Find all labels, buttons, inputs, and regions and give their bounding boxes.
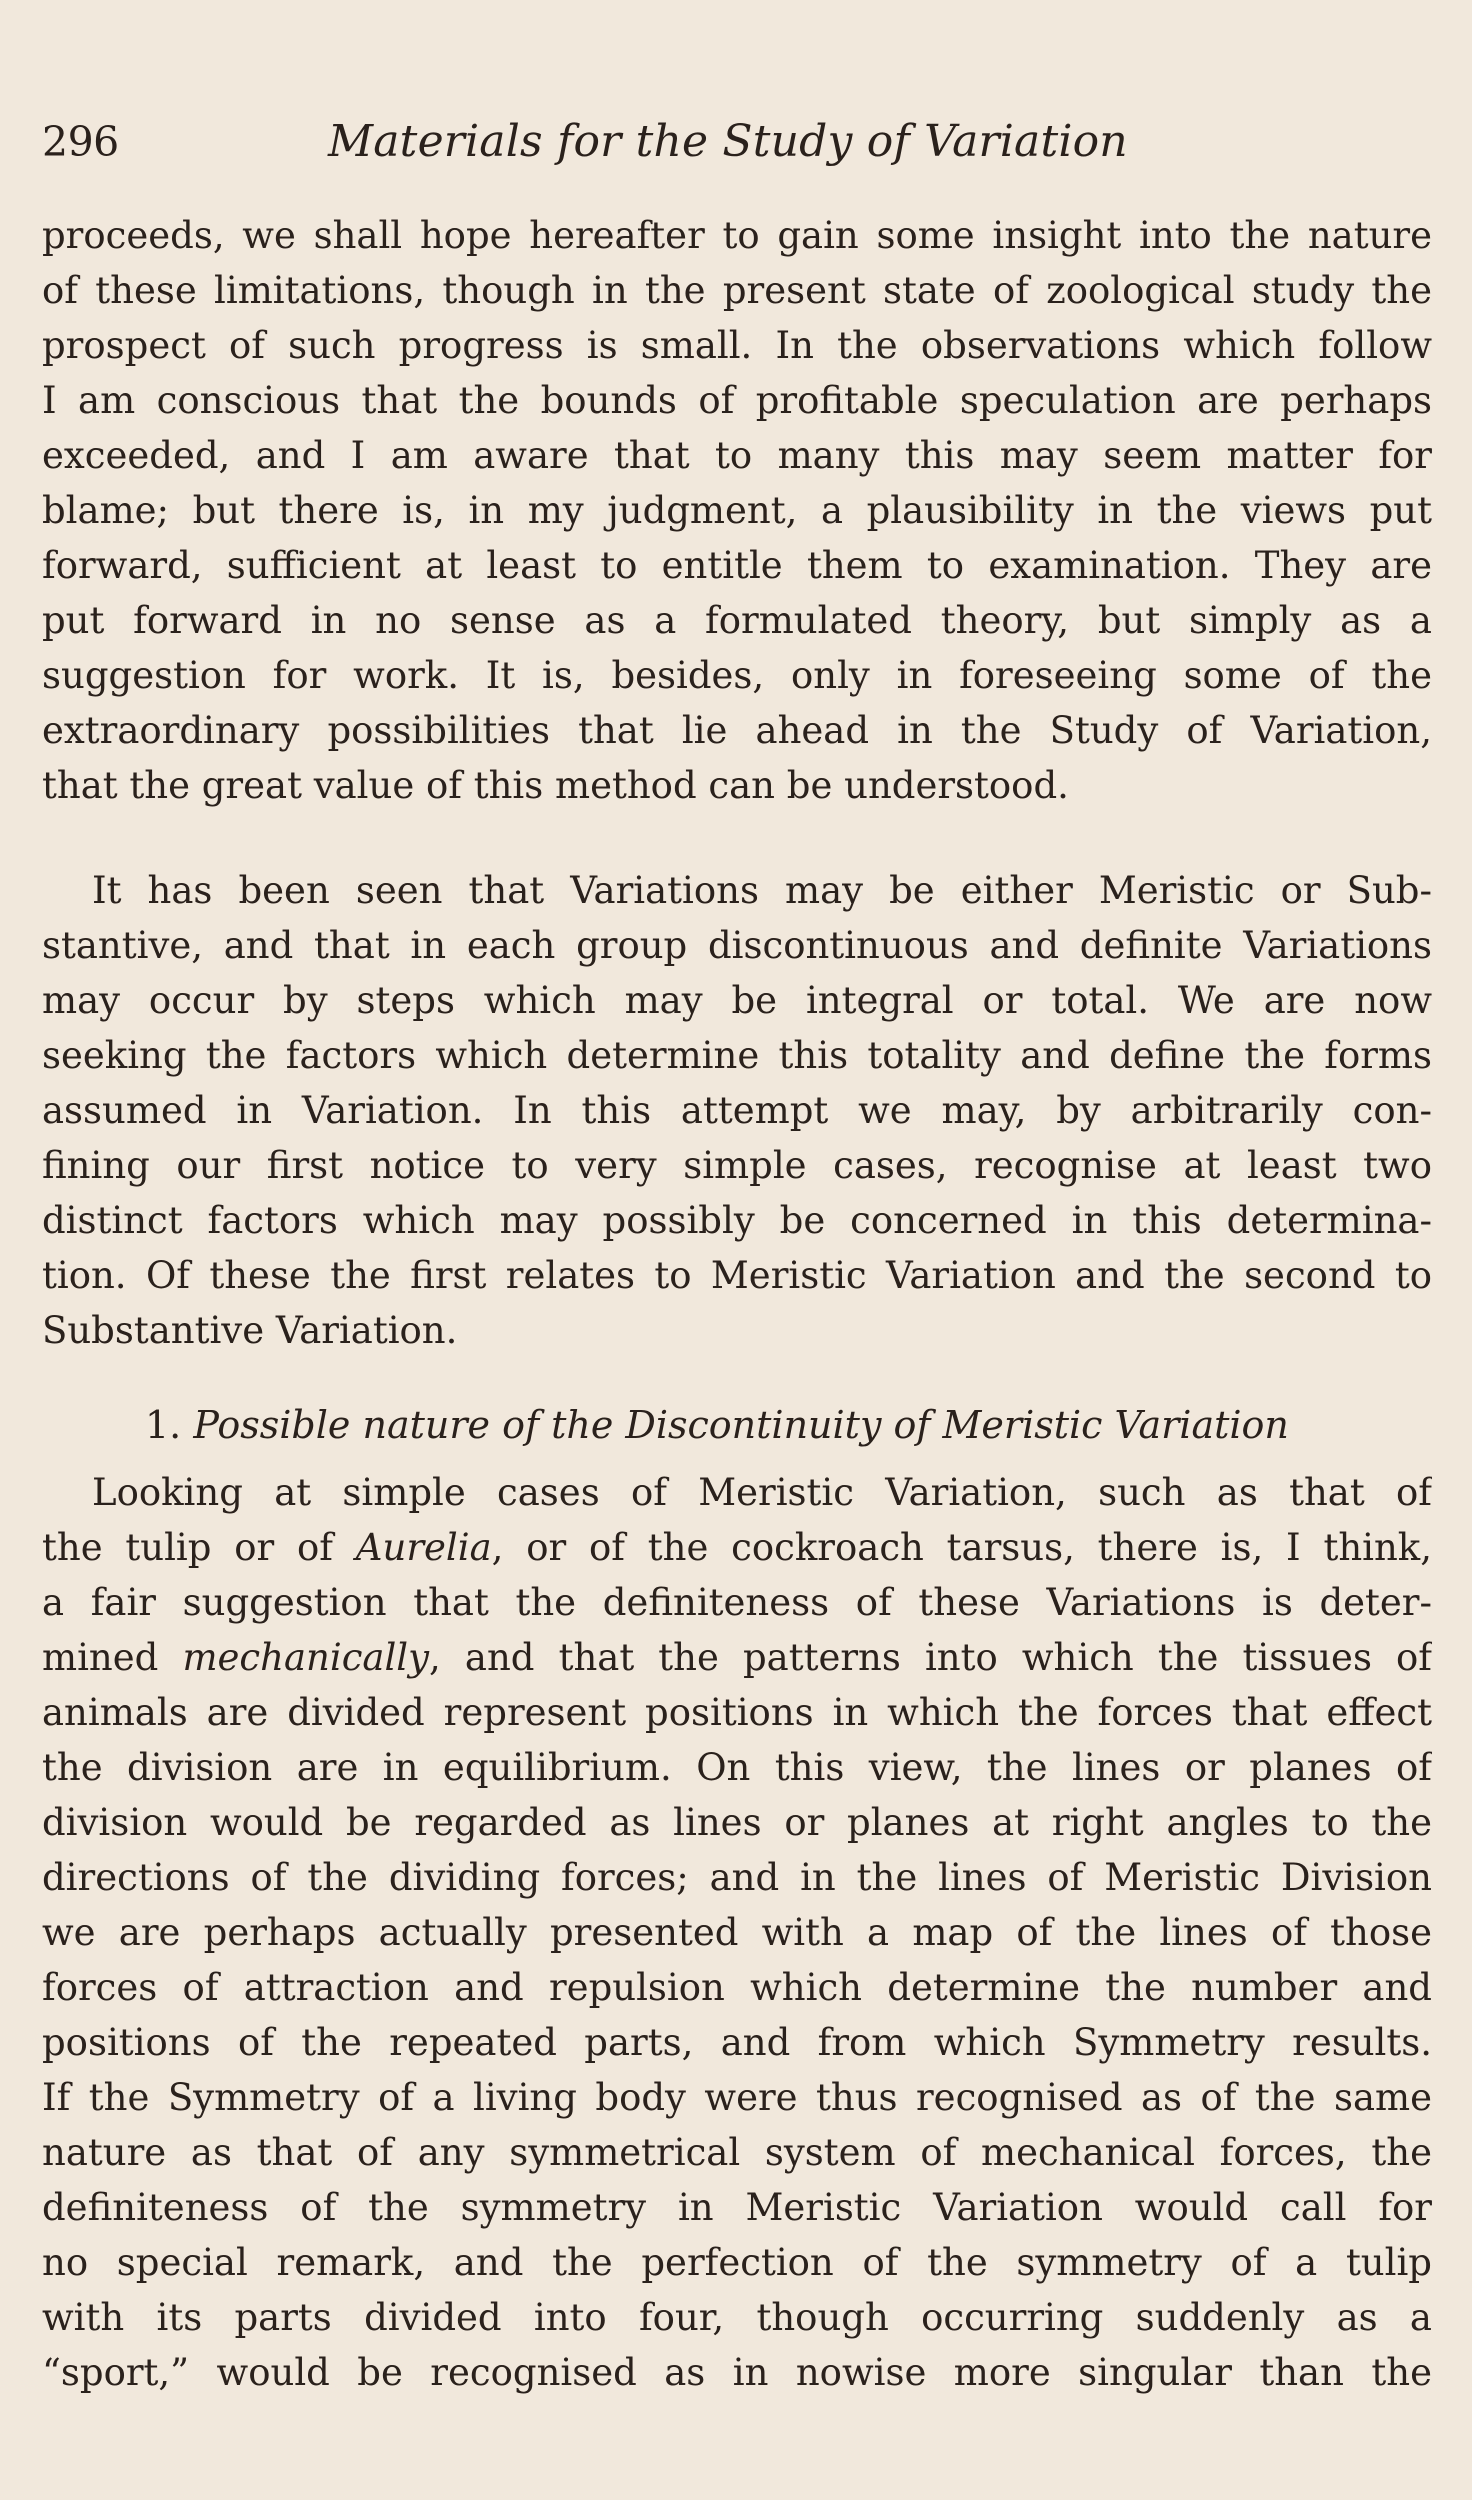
running-title: Materials for the Study of Variation [328, 116, 1128, 167]
text-line: stantive, and that in each group discontinuous and definite Variations [42, 924, 1432, 967]
italic-term: mechanically [182, 1636, 430, 1679]
text-line: put forward in no sense as a formulated theory, but simply as a [42, 599, 1432, 642]
text-line: of these limitations, though in the present state of zoological study the [42, 269, 1432, 312]
text-line: we are perhaps actually presented with a map of the lines of those [42, 1911, 1432, 1954]
text-line: forces of attraction and repulsion which determine the number and [42, 1966, 1432, 2009]
section-number: 1. [145, 1403, 182, 1447]
text-line: seeking the factors which determine this totality and define the forms [42, 1034, 1432, 1077]
text-line: assumed in Variation. In this attempt we may, by arbitrarily con- [42, 1089, 1432, 1132]
page-header [42, 112, 1432, 172]
text-line: tion. Of these the first relates to Meristic Variation and the second to [42, 1254, 1432, 1297]
text-line: prospect of such progress is small. In the observations which follow [42, 324, 1432, 367]
text-fragment: mined [42, 1636, 183, 1679]
text-line: suggestion for work. It is, besides, only in foreseeing some of the [42, 654, 1432, 697]
text-line: no special remark, and the perfection of the symmetry of a tulip [42, 2241, 1432, 2284]
text-line [42, 1630, 1432, 1685]
text-line: the division are in equilibrium. On this view, the lines or planes of [42, 1746, 1432, 1789]
text-line: animals are divided represent positions in which the forces that effect [42, 1691, 1432, 1734]
text-line: a fair suggestion that the definiteness of these Variations is deter- [42, 1581, 1432, 1624]
italic-term: Aurelia [355, 1526, 492, 1569]
text-line: exceeded, and I am aware that to many this may seem matter for [42, 434, 1432, 477]
paragraph-1 [42, 208, 1432, 813]
text-line: that the great value of this method can be understood. [42, 764, 1069, 807]
text-line: division would be regarded as lines or planes at right angles to the [42, 1801, 1432, 1844]
text-line: distinct factors which may possibly be concerned in this determina- [42, 1199, 1432, 1242]
text-line: Substantive Variation. [42, 1309, 458, 1352]
text-line: I am conscious that the bounds of profitable speculation are perhaps [42, 379, 1432, 422]
paragraph-2 [42, 863, 1432, 1358]
page-number: 296 [42, 118, 119, 166]
paragraph-3 [42, 1465, 1432, 2400]
section-heading [145, 1398, 1395, 1453]
text-line: extraordinary possibilities that lie ahead in the Study of Variation, [42, 709, 1432, 752]
text-line: directions of the dividing forces; and in the lines of Meristic Division [42, 1856, 1432, 1899]
section-title: Possible nature of the Discontinuity of Meristic Variation [193, 1403, 1289, 1447]
text-line: positions of the repeated parts, and from which Symmetry results. [42, 2021, 1432, 2064]
text-line: nature as that of any symmetrical system of mechanical forces, the [42, 2131, 1432, 2174]
text-line: “sport,” would be recognised as in nowise more singular than the [42, 2351, 1432, 2394]
text-line: definiteness of the symmetry in Meristic Variation would call for [42, 2186, 1432, 2229]
text-fragment: , or of the cockroach tarsus, there is, I think, [491, 1526, 1432, 1569]
text-line: proceeds, we shall hope hereafter to gain some insight into the nature [42, 214, 1432, 257]
text-line [42, 1520, 1432, 1575]
text-line: may occur by steps which may be integral or total. We are now [42, 979, 1432, 1022]
text-line: Looking at simple cases of Meristic Variation, such as that of [92, 1471, 1432, 1514]
text-line: blame; but there is, in my judgment, a plausibility in the views put [42, 489, 1432, 532]
text-line: It has been seen that Variations may be either Meristic or Sub- [92, 869, 1432, 912]
text-line: fining our first notice to very simple cases, recognise at least two [42, 1144, 1432, 1187]
text-fragment: the tulip or of [42, 1526, 356, 1569]
text-line: forward, sufficient at least to entitle them to examination. They are [42, 544, 1432, 587]
text-line: If the Symmetry of a living body were thus recognised as of the same [42, 2076, 1432, 2119]
text-fragment: , and that the patterns into which the tissues of [429, 1636, 1432, 1679]
text-line: with its parts divided into four, though occurring suddenly as a [42, 2296, 1432, 2339]
